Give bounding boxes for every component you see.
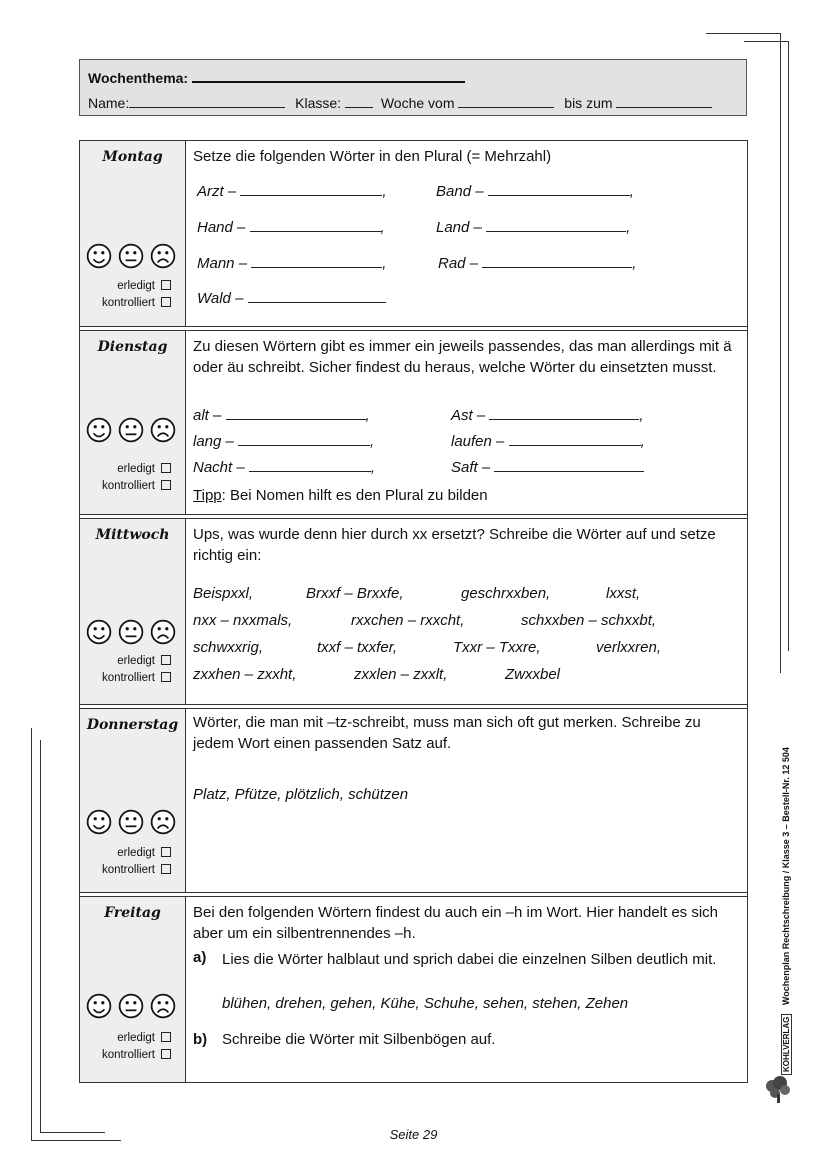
row-tuesday: [80, 331, 747, 514]
class-label: Klasse:: [295, 95, 342, 111]
smiley-group: [84, 619, 184, 649]
side-info-text: Wochenplan Rechtschreibung / Klasse 3 – Bestell-Nr. 12 504: [781, 747, 791, 1006]
status-box: [102, 461, 171, 495]
frame-line-right: [780, 33, 781, 673]
happy-smiley-icon: [86, 243, 112, 269]
day-label: Donnerstag: [86, 717, 179, 733]
until-blank[interactable]: [616, 94, 712, 108]
smiley-group: [84, 243, 184, 273]
done-checkbox[interactable]: [161, 1032, 171, 1042]
subtask-a-label: a): [193, 949, 207, 966]
checked-checkbox[interactable]: [161, 297, 171, 307]
neutral-smiley-icon: [118, 417, 144, 443]
neutral-smiley-icon: [118, 243, 144, 269]
publisher-tree-icon: [764, 1074, 792, 1109]
subtask-a-text: Lies die Wörter halblaut und sprich dabei die einzelnen Silben deutlich mit.: [222, 951, 717, 968]
name-label: Name:: [88, 95, 130, 111]
word-entry: Hand – ,: [197, 219, 385, 236]
word-item: txxf – txxfer,: [317, 639, 398, 656]
sad-smiley-icon: [150, 619, 176, 645]
word-item: nxx – nxxmals,: [193, 612, 293, 629]
subtask-b-text: Schreibe die Wörter mit Silbenbögen auf.: [222, 1031, 496, 1048]
sad-smiley-icon: [150, 993, 176, 1019]
smiley-group: [84, 993, 184, 1023]
happy-smiley-icon: [86, 619, 112, 645]
subtask-b-label: b): [193, 1031, 208, 1048]
frame-line-left-inner: [40, 740, 41, 1132]
status-box: [102, 845, 171, 879]
header-box: [79, 59, 747, 116]
done-checkbox[interactable]: [161, 847, 171, 857]
done-label: erledigt: [117, 1032, 155, 1044]
word-entry: Land – ,: [436, 219, 631, 236]
header-theme-row: [88, 68, 465, 86]
word-item: rxxchen – rxxcht,: [351, 612, 465, 629]
side-info: [781, 747, 791, 1075]
theme-label: Wochenthema:: [88, 70, 189, 86]
tip-text: Tipp: Bei Nomen hilft es den Plural zu bilden: [193, 487, 488, 504]
name-blank[interactable]: [129, 94, 285, 108]
header-name-row: [88, 94, 712, 111]
theme-blank[interactable]: [192, 68, 465, 83]
day-label: Montag: [102, 149, 163, 165]
day-cell: [80, 141, 186, 326]
word-entry: laufen – ,: [451, 433, 645, 450]
task-content: [193, 712, 739, 754]
instruction-text: Bei den folgenden Wörtern findest du auch ein –h im Wort. Hier handelt es sich aber um ein silbentrennendes –h.: [193, 904, 719, 942]
instruction-text: Ups, was wurde denn hier durch xx ersetzt? Schreibe die Wörter auf und setze richtig ein:: [193, 526, 716, 564]
done-checkbox[interactable]: [161, 655, 171, 665]
happy-smiley-icon: [86, 809, 112, 835]
tip-label: Tipp: [193, 487, 222, 504]
word-entry: Nacht – ,: [193, 459, 376, 476]
word-item: Zwxxbel: [505, 666, 561, 683]
instruction-text: Wörter, die man mit –tz-schreibt, muss man sich oft gut merken. Schreibe zu jedem Wort einen passenden Satz auf.: [193, 714, 701, 752]
word-entry: Wald –: [197, 289, 386, 307]
word-item: zxxhen – zxxht,: [193, 666, 297, 683]
word-item: schxxben – schxxbt,: [521, 612, 657, 629]
checked-label: kontrolliert: [101, 480, 155, 492]
sad-smiley-icon: [150, 243, 176, 269]
checked-label: kontrolliert: [101, 864, 155, 876]
checked-checkbox[interactable]: [161, 480, 171, 490]
status-box: [102, 1030, 171, 1064]
checked-label: kontrolliert: [101, 672, 155, 684]
frame-line-top-inner: [744, 41, 789, 42]
week-from-blank[interactable]: [458, 94, 554, 108]
word-item: geschrxxben,: [461, 585, 551, 602]
instruction-text: Setze die folgenden Wörter in den Plural (= Mehrzahl): [193, 148, 552, 165]
page-number: Seite 29: [389, 1127, 438, 1142]
day-label: Freitag: [104, 905, 161, 921]
done-label: erledigt: [117, 463, 155, 475]
status-box: [102, 278, 171, 312]
subtask-a-words: blühen, drehen, gehen, Kühe, Schuhe, sehen, stehen, Zehen: [222, 995, 629, 1012]
checked-label: kontrolliert: [101, 297, 155, 309]
checked-checkbox[interactable]: [161, 864, 171, 874]
happy-smiley-icon: [86, 993, 112, 1019]
day-label: Dienstag: [97, 339, 168, 355]
task-content: [193, 336, 739, 378]
frame-line-left: [31, 728, 32, 1140]
word-entry: Ast – ,: [451, 407, 644, 424]
sad-smiley-icon: [150, 417, 176, 443]
checked-label: kontrolliert: [101, 1049, 155, 1061]
status-box: [102, 653, 171, 687]
done-label: erledigt: [117, 847, 155, 859]
task-content: [193, 902, 739, 944]
task-content: [193, 146, 739, 167]
checked-checkbox[interactable]: [161, 1049, 171, 1059]
word-item: Brxxf – Brxxfe,: [306, 585, 404, 602]
day-label: Mittwoch: [95, 527, 170, 543]
done-label: erledigt: [117, 280, 155, 292]
day-cell: [80, 709, 186, 892]
word-entry: Saft –: [451, 458, 644, 476]
smiley-group: [84, 809, 184, 839]
word-item: lxxst,: [606, 585, 641, 602]
frame-line-right-inner: [788, 41, 789, 651]
frame-line-top: [706, 33, 781, 34]
word-item: zxxlen – zxxlt,: [354, 666, 448, 683]
row-monday: [80, 141, 747, 326]
publisher-logo: KOHLVERLAG: [781, 1014, 792, 1075]
word-entry: Mann – ,: [197, 255, 387, 272]
week-plan-table: [79, 140, 748, 1083]
task-content: [193, 524, 739, 566]
word-entry: Rad – ,: [438, 255, 637, 272]
checked-checkbox[interactable]: [161, 672, 171, 682]
until-label: bis zum: [564, 95, 613, 111]
day-cell: [80, 331, 186, 514]
sad-smiley-icon: [150, 809, 176, 835]
day-cell: [80, 519, 186, 704]
word-entry: lang – ,: [193, 433, 375, 450]
day-cell: [80, 897, 186, 1082]
row-thursday: [80, 709, 747, 892]
done-label: erledigt: [117, 655, 155, 667]
smiley-group: [84, 417, 184, 447]
word-entry: alt – ,: [193, 407, 370, 424]
row-friday: [80, 897, 747, 1082]
word-item: schwxxrig,: [193, 639, 264, 656]
happy-smiley-icon: [86, 417, 112, 443]
neutral-smiley-icon: [118, 619, 144, 645]
done-checkbox[interactable]: [161, 463, 171, 473]
class-blank[interactable]: [345, 94, 373, 108]
word-item: Txxr – Txxre,: [453, 639, 541, 656]
word-list: Platz, Pfütze, plötzlich, schützen: [193, 786, 409, 803]
neutral-smiley-icon: [118, 809, 144, 835]
week-from-label: Woche vom: [380, 95, 455, 111]
word-entry: Arzt – ,: [197, 183, 387, 200]
row-wednesday: [80, 519, 747, 704]
done-checkbox[interactable]: [161, 280, 171, 290]
word-item: verlxxren,: [596, 639, 662, 656]
word-item: Beispxxl,: [193, 585, 254, 602]
instruction-text: Zu diesen Wörtern gibt es immer ein jeweils passendes, das man allerdings mit ä oder äu schreibt. Sicher findest du heraus, welche Wörter du einsetzten musst.: [193, 338, 732, 376]
word-entry: Band – ,: [436, 183, 634, 200]
neutral-smiley-icon: [118, 993, 144, 1019]
